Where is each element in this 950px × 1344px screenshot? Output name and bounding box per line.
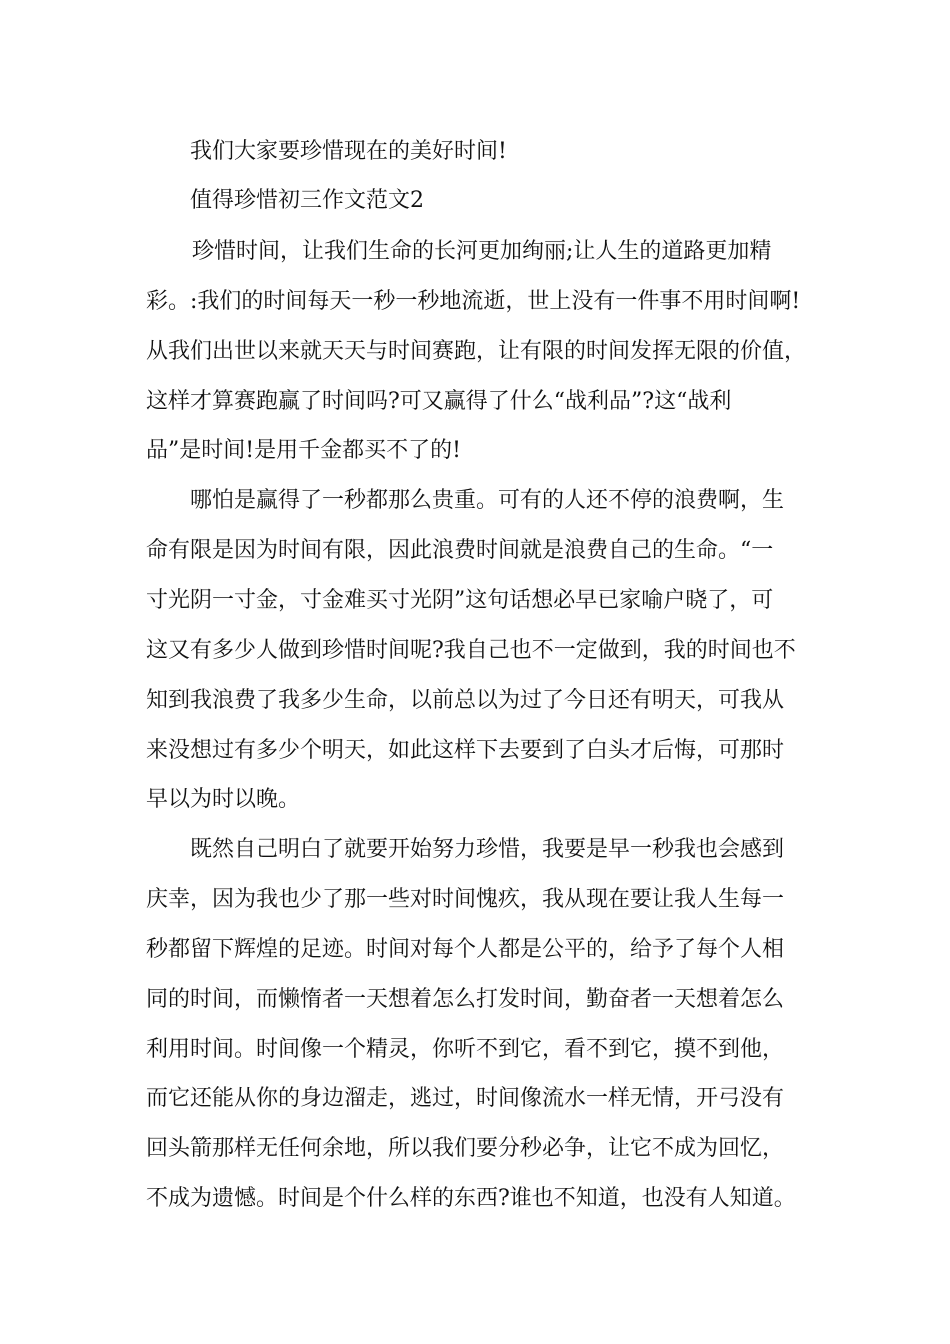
paragraph-1-line-2: 彩。:我们的时间每天一秒一秒地流逝，世上没有一件事不用时间啊! <box>146 289 801 314</box>
paragraph-1-line-3: 从我们出世以来就天天与时间赛跑，让有限的时间发挥无限的价值， <box>146 339 807 364</box>
paragraph-2-line-3: 寸光阴一寸金，寸金难买寸光阴”这句话想必早已家喻户晓了，可 <box>146 588 774 613</box>
paragraph-3-line-4: 同的时间，而懒惰者一天想着怎么打发时间，勤奋者一天想着怎么 <box>146 987 785 1012</box>
paragraph-3-line-2: 庆幸，因为我也少了那一些对时间愧疚，我从现在要让我人生每一 <box>146 887 785 912</box>
paragraph-2-line-4: 这又有多少人做到珍惜时间呢?我自己也不一定做到，我的时间也不 <box>146 638 796 663</box>
paragraph-1-line-4: 这样才算赛跑赢了时间吗?可又赢得了什么“战利品”?这“战利 <box>146 389 732 414</box>
section-title: 值得珍惜初三作文范文2 <box>190 188 424 213</box>
paragraph-3-line-1: 既然自己明白了就要开始努力珍惜，我要是早一秒我也会感到 <box>190 837 785 862</box>
paragraph-2-line-6: 来没想过有多少个明天，如此这样下去要到了白头才后悔，可那时 <box>146 738 785 763</box>
paragraph-2-line-1: 哪怕是赢得了一秒都那么贵重。可有的人还不停的浪费啊，生 <box>190 488 785 513</box>
paragraph-2-line-5: 知到我浪费了我多少生命，以前总以为过了今日还有明天，可我从 <box>146 688 785 713</box>
paragraph-3-line-6: 而它还能从你的身边溜走，逃过，时间像流水一样无情，开弓没有 <box>146 1086 785 1111</box>
paragraph-1-line-1: 珍惜时间，让我们生命的长河更加绚丽;让人生的道路更加精 <box>192 239 772 264</box>
closing-sentence: 我们大家要珍惜现在的美好时间! <box>190 139 507 164</box>
paragraph-3-line-3: 秒都留下辉煌的足迹。时间对每个人都是公平的，给予了每个人相 <box>146 937 785 962</box>
paragraph-1-line-5: 品”是时间!是用千金都买不了的! <box>146 438 461 463</box>
paragraph-2-line-7: 早以为时以晚。 <box>146 787 301 812</box>
paragraph-2-line-2: 命有限是因为时间有限，因此浪费时间就是浪费自己的生命。“一 <box>146 538 774 563</box>
paragraph-3-line-7: 回头箭那样无任何余地，所以我们要分秒必争，让它不成为回忆， <box>146 1136 785 1161</box>
paragraph-3-line-5: 利用时间。时间像一个精灵，你听不到它，看不到它，摸不到他， <box>146 1037 785 1062</box>
paragraph-3-line-8: 不成为遗憾。时间是个什么样的东西?谁也不知道，也没有人知道。 <box>146 1186 796 1211</box>
